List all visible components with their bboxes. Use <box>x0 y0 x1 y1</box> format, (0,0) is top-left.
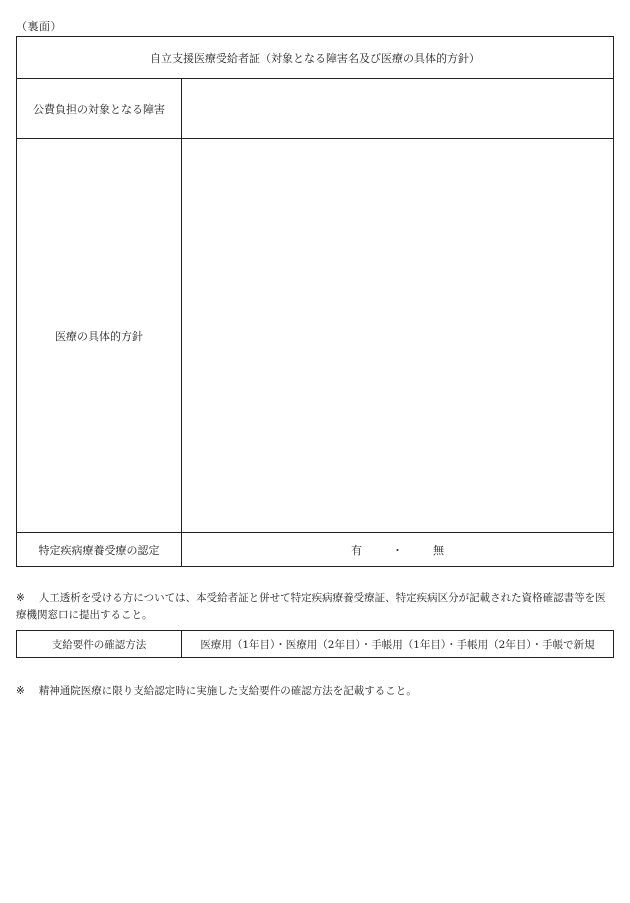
policy-label: 医療の具体的方針 <box>17 139 182 532</box>
policy-row <box>17 139 613 533</box>
verification-method-value: 医療用（1年目）・医療用（2年目）・手帳用（1年目）・手帳用（2年目）・手帳で新規 <box>200 638 595 651</box>
disability-value-field[interactable] <box>182 79 613 138</box>
reverse-side-label: （裏面） <box>16 20 62 33</box>
certificate-table <box>16 36 614 567</box>
disability-row <box>17 79 613 139</box>
dialysis-note <box>16 590 616 624</box>
option-separator: ・ <box>392 543 403 557</box>
psychiatric-note <box>16 683 417 698</box>
certification-value <box>182 533 613 566</box>
psychiatric-note-text: 精神通院医療に限り支給認定時に実施した支給要件の確認方法を記載すること。 <box>38 685 417 697</box>
option-no[interactable]: 無 <box>433 543 444 557</box>
policy-value-field[interactable] <box>182 139 613 532</box>
certification-row <box>17 533 613 566</box>
note-mark: ※ <box>16 685 25 697</box>
verification-method-table <box>16 630 614 658</box>
yes-no-options <box>351 542 444 558</box>
dialysis-note-text: 人工透析を受ける方については、本受給者証と併せて特定疾病療養受療証、特定疾病区分が記載された資格確認書等を医療機関窓口に提出すること。 <box>16 592 606 621</box>
table-title: 自立支援医療受給者証（対象となる障害名及び医療の具体的方針） <box>17 37 613 79</box>
option-yes[interactable]: 有 <box>351 543 362 557</box>
disability-label: 公費負担の対象となる障害 <box>17 79 182 138</box>
verification-method-label: 支給要件の確認方法 <box>17 631 182 657</box>
note-mark: ※ <box>16 592 25 604</box>
certification-label: 特定疾病療養受療の認定 <box>17 533 182 566</box>
